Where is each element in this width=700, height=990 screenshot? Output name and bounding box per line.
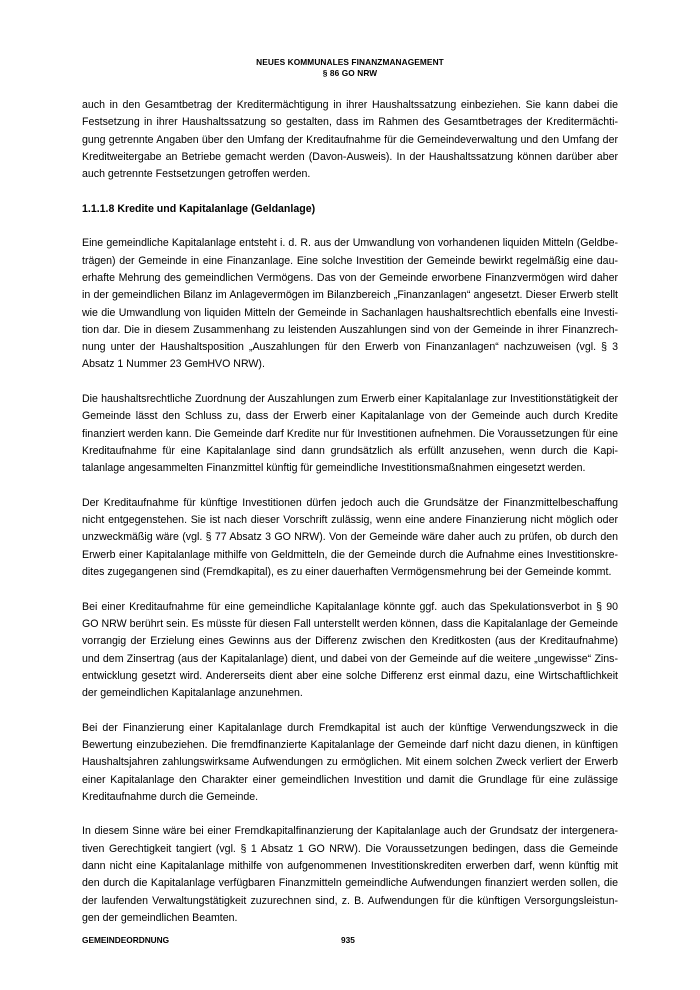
body-paragraph: Bei der Finanzierung einer Kapitalanlage durch Fremdkapital ist auch der künftige Verwendungszweck in die Bewertung einzubeziehen. Die fremdfinanzierte Kapitalanlage der Gemeinde darf nicht dazu dienen, in künftigen Haushaltsjahren zahlungswirksame Aufwendungen zu ermöglichen. Mit einem solchen Zweck verliert der Erwerb einer Kapitalanlage den Charakter einer gemeindlichen Investition und damit die Grundlage für eine zulässige Kreditaufnahme durch die Gemeinde.: [82, 721, 618, 803]
section-heading: 1.1.1.8 Kredite und Kapitalanlage (Geldanlage): [82, 202, 316, 215]
footer-title: GEMEINDEORDNUNG: [82, 935, 170, 945]
page-number: 935: [341, 935, 355, 945]
body-paragraph: Die haushaltsrechtliche Zuordnung der Auszahlungen zum Erwerb einer Kapitalanlage zur Investitionstätigkeit der Gemeinde lässt den Schluss zu, dass der Erwerb einer Kapitalanlage von der Gemeinde auch durch Kredite finanziert werden kann. Die Gemeinde darf Kredite nur für Investitionen aufnehmen. Die Voraussetzungen für eine Kreditaufnahme für eine Kapitalanlage sind dann grundsätzlich als erfüllt anzusehen, wenn durch die Kapitalanlage angesammelten Finanzmittel künftig für gemeindliche Investitionsmaßnahmen eingesetzt werden.: [82, 393, 618, 475]
body-paragraph: Bei einer Kreditaufnahme für eine gemeindliche Kapitalanlage könnte ggf. auch das Spekulationsverbot in § 90 GO NRW berührt sein. Es müsste für diesen Fall unterstellt werden können, dass die Kapitalanlage der Gemeinde vorrangig der Erzielung eines Gewinns aus der Differenz zwischen den Kreditkosten (aus der Kreditaufnahme) und dem Zinsertrag (aus der Kapitalanlage) dient, und dabei von der Gemeinde auf die weitere „ungewisse“ Zinsentwicklung gesetzt wird. Andererseits dient aber eine solche Differenz erst einmal dazu, eine Wirtschaftlichkeit der gemeindlichen Kapitalanlage anzunehmen.: [82, 600, 618, 700]
header-title: NEUES KOMMUNALES FINANZMANAGEMENT: [256, 57, 444, 67]
body-paragraph: Eine gemeindliche Kapitalanlage entsteht i. d. R. aus der Umwandlung von vorhandenen liquiden Mitteln (Geldbeträgen) der Gemeinde in eine Finanzanlage. Eine solche Investition der Gemeinde bewirkt regelmäßig eine dauerhafte Mehrung des gemeindlichen Vermögens. Das von der Gemeinde erworbene Finanzvermögen wird daher in der gemeindlichen Bilanz im Anlagevermögen im Bilanzbereich „Finanzanlagen“ angesetzt. Dieser Erwerb stellt wie die Umwandlung von liquiden Mitteln der Gemeinde in Sachanlagen haushaltsrechtlich ebenfalls eine Investition dar. Die in diesem Zusammenhang zu leistenden Auszahlungen sind von der Gemeinde in ihrer Finanzrechnung unter der Haushaltsposition „Auszahlungen für den Erwerb von Finanzanlagen“ nachzuweisen (vgl. § 3 Absatz 1 Nummer 23 GemHVO NRW).: [82, 237, 618, 371]
page-header: [0, 57, 700, 79]
page-body: [82, 97, 618, 927]
intro-paragraph: auch in den Gesamtbetrag der Kreditermächtigung in ihrer Haushaltssatzung einbeziehen. Sie kann dabei die Festsetzung in ihrer Haushaltssatzung so gestalten, dass im Rahmen des Gesamtbetrages der Kreditermächtigung getrennte Angaben über den Umfang der Kreditaufnahme für die Gemeindeverwaltung und den Umfang der Kreditweitergabe an Betriebe gemacht werden (Davon-Ausweis). In der Haushaltssatzung können darüber aber auch getrennte Festsetzungen getroffen werden.: [82, 99, 618, 181]
body-paragraph: In diesem Sinne wäre bei einer Fremdkapitalfinanzierung der Kapitalanlage auch der Grundsatz der intergenerativen Gerechtigkeit tangiert (vgl. § 1 Absatz 1 GO NRW). Die Voraussetzungen bedingen, dass die Gemeinde dann nicht eine Kapitalanlage mithilfe von aufgenommenen Investitionskrediten erwerben darf, wenn künftig mit den durch die Kapitalanlage verfügbaren Finanzmitteln gemeindliche Aufwendungen finanziert werden sollen, die der laufenden Verwaltungstätigkeit zuzurechnen sind, z. B. Aufwendungen für die künftigen Versorgungsleistungen der gemeindlichen Beamten.: [82, 825, 618, 924]
body-paragraph: Der Kreditaufnahme für künftige Investitionen dürfen jedoch auch die Grundsätze der Finanzmittelbeschaffung nicht entgegenstehen. Sie ist nach dieser Vorschrift zulässig, wenn eine andere Finanzierung nicht möglich oder unzweckmäßig wäre (vgl. § 77 Absatz 3 GO NRW). Von der Gemeinde wäre daher auch zu prüfen, ob durch den Erwerb einer Kapitalanlage mithilfe von Geldmitteln, die der Gemeinde durch die Aufnahme eines Investitionskredites zugegangenen sind (Fremdkapital), es zu einer dauerhaften Vermögensmehrung bei der Gemeinde kommt.: [82, 496, 618, 579]
header-section: § 86 GO NRW: [322, 68, 378, 78]
